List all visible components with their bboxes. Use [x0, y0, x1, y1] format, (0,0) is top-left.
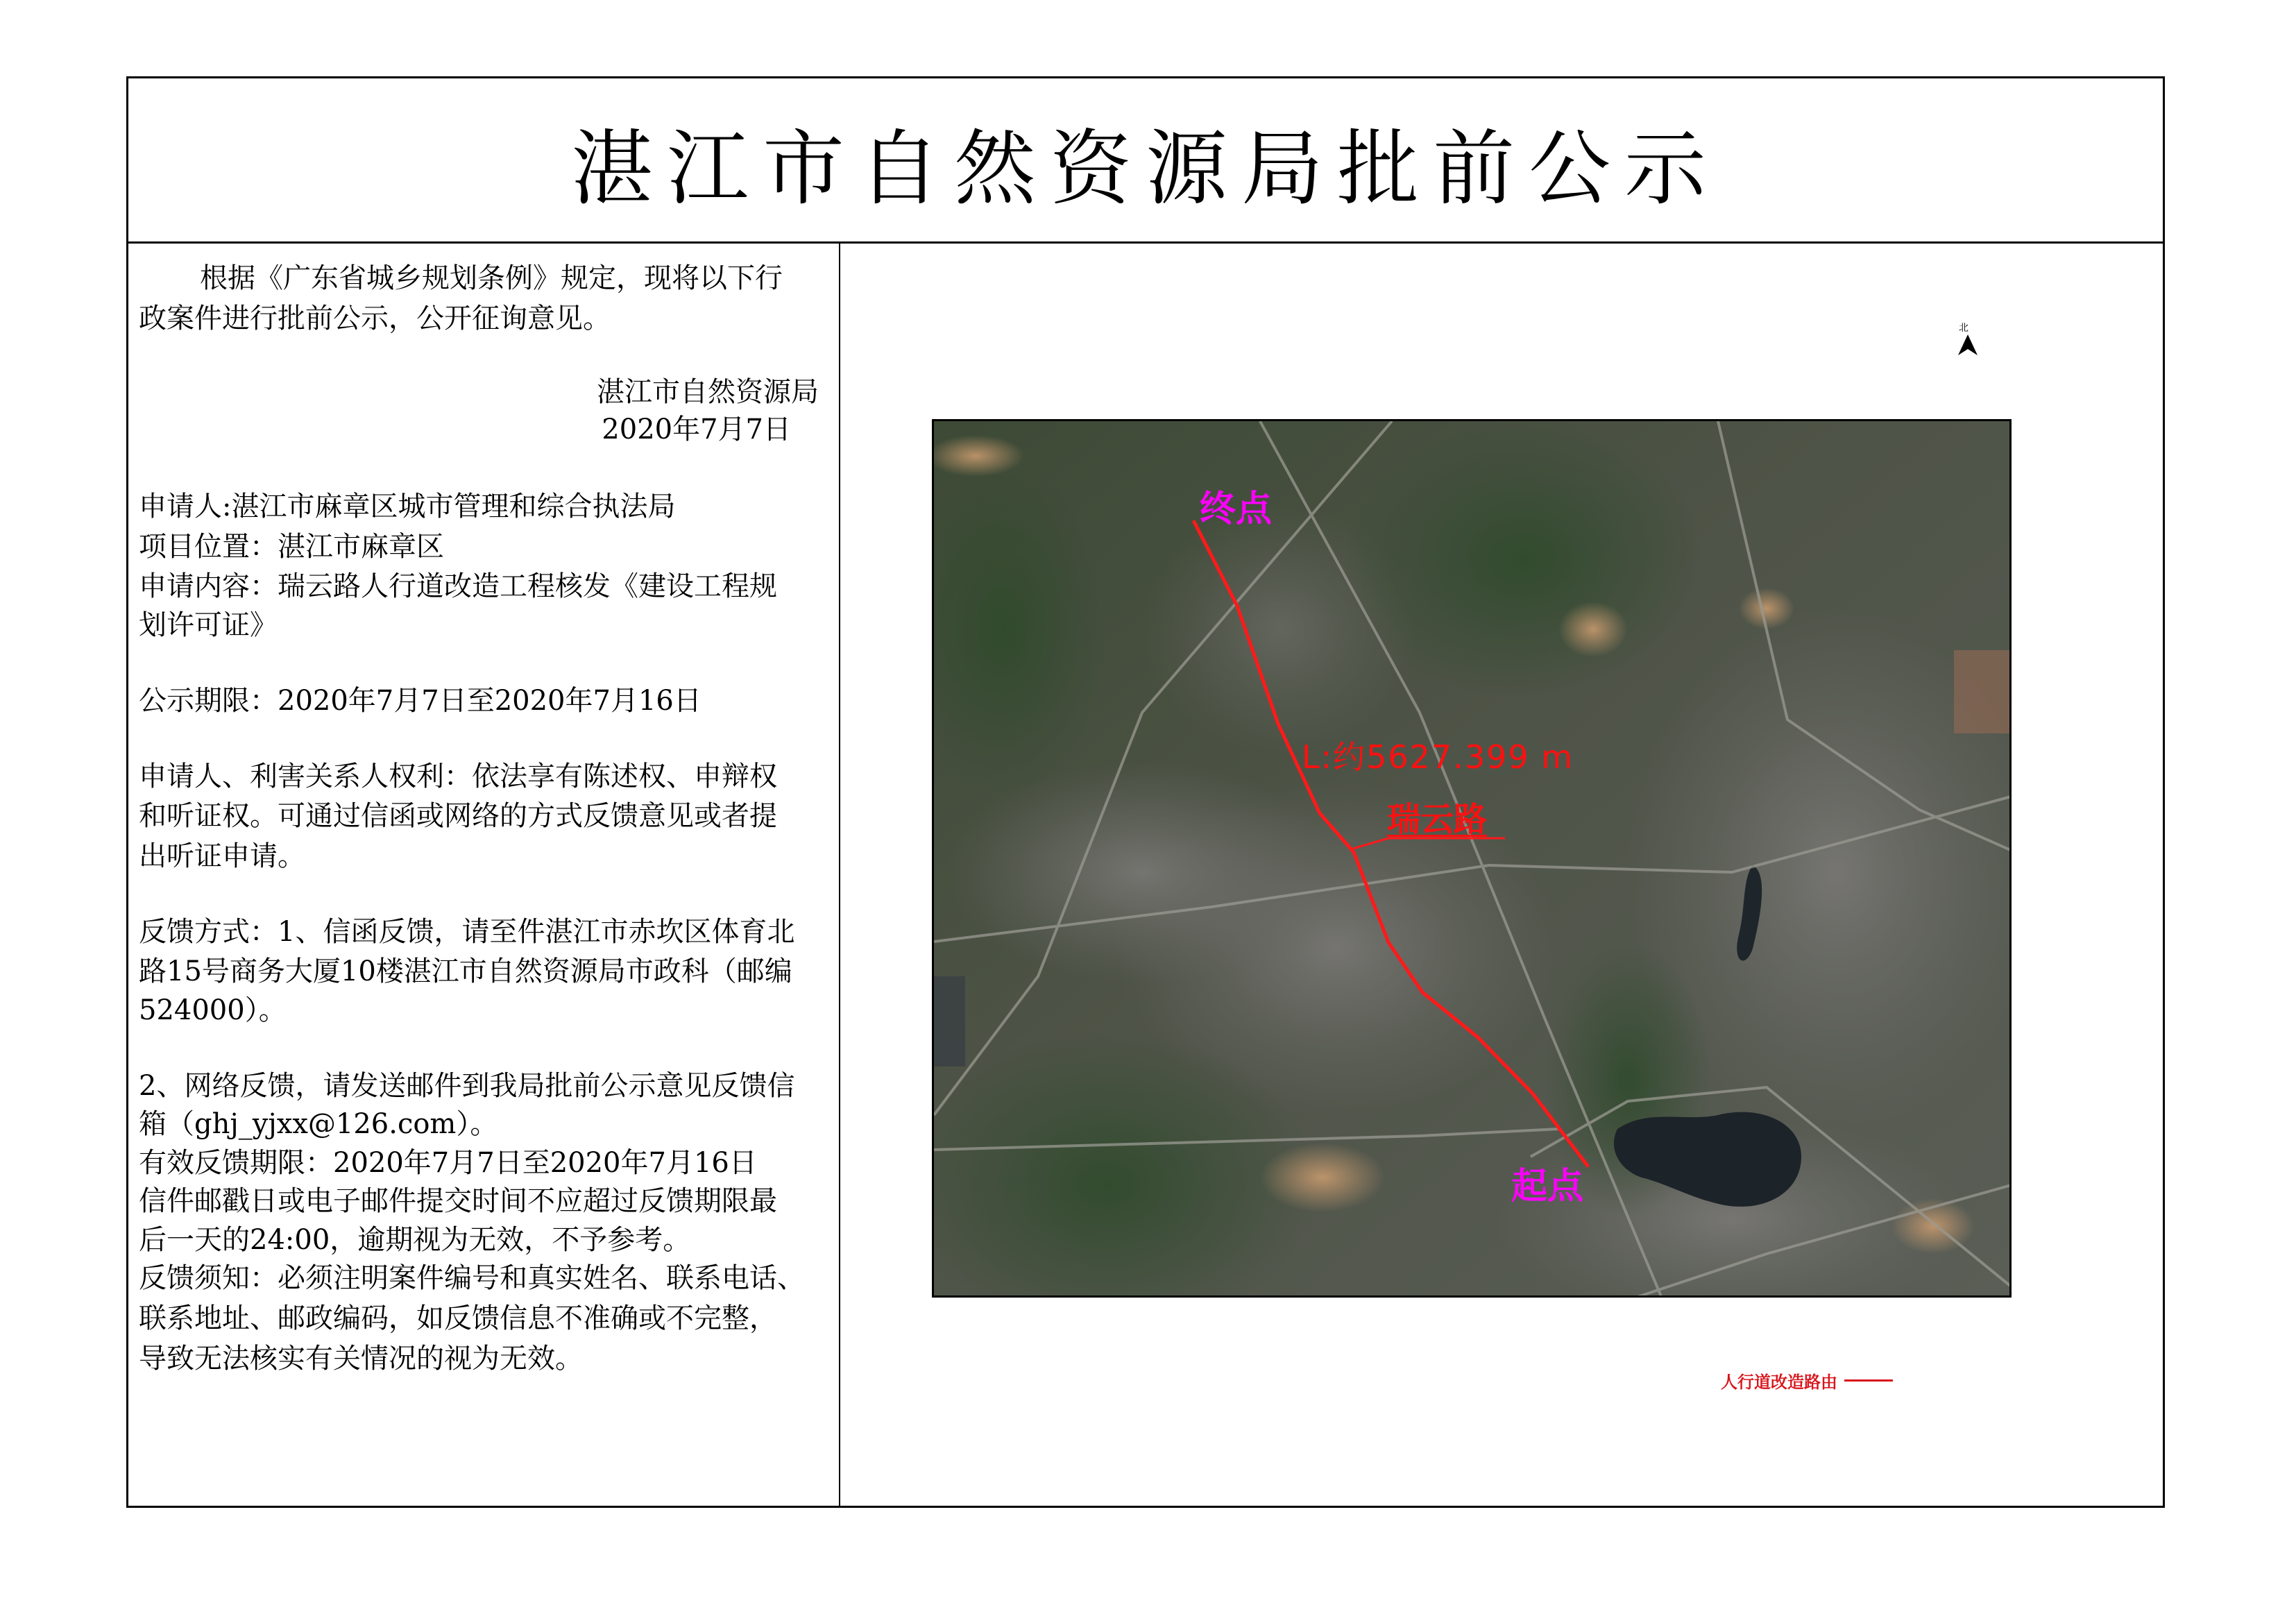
feedback-notes-line-2: 联系地址、邮政编码，如反馈信息不准确或不完整， [139, 1302, 777, 1334]
north-label: 北 [1959, 323, 1968, 334]
application-content-line-1: 申请内容：瑞云路人行道改造工程核发《建设工程规 [139, 570, 777, 602]
rights-line-1: 申请人、利害关系人权利：依法享有陈述权、申辩权 [139, 760, 777, 792]
title-box [128, 78, 2163, 244]
deadline-line-1: 信件邮戳日或电子邮件提交时间不应超过反馈期限最 [139, 1185, 777, 1217]
rights-line-3: 出听证申请。 [139, 840, 305, 872]
column-divider [839, 244, 840, 1506]
feedback-notes-line-1: 反馈须知：必须注明案件编号和真实姓名、联系电话、 [139, 1262, 805, 1294]
legend-label: 人行道改造路由 [1721, 1373, 1837, 1392]
intro-line-1: 根据《广东省城乡规划条例》规定，现将以下行 [200, 262, 783, 294]
issue-date: 2020年7月7日 [602, 414, 791, 445]
feedback-email-line-1: 2、网络反馈，请发送邮件到我局批前公示意见反馈信 [139, 1070, 795, 1102]
start-point-label: 起点 [1511, 1166, 1584, 1207]
map-legend [1721, 1368, 1893, 1393]
deadline-line-2: 后一天的24:00，逾期视为无效，不予参考。 [139, 1224, 691, 1256]
publicity-period: 公示期限：2020年7月7日至2020年7月16日 [139, 685, 701, 717]
satellite-map[interactable] [932, 419, 2012, 1298]
feedback-mail-line-2: 路15号商务大厦10楼湛江市自然资源局市政科（邮编 [139, 955, 792, 987]
applicant: 申请人:湛江市麻章区城市管理和综合执法局 [139, 491, 676, 522]
project-location: 项目位置：湛江市麻章区 [139, 531, 444, 563]
feedback-notes-line-3: 导致无法核实有关情况的视为无效。 [139, 1343, 583, 1375]
rights-line-2: 和听证权。可通过信函或网络的方式反馈意见或者提 [139, 800, 777, 832]
north-arrow-icon [1955, 332, 1980, 373]
application-content-line-2: 划许可证》 [139, 609, 278, 641]
notice-text-column [139, 244, 836, 1506]
intro-line-2: 政案件进行批前公示，公开征询意见。 [139, 303, 611, 334]
route-length-label: L:约5627.399 m [1302, 738, 1574, 776]
road-name-label: 瑞云路 [1387, 800, 1488, 839]
feedback-mail-line-1: 反馈方式：1、信函反馈，请至件湛江市赤坎区体育北 [139, 916, 795, 948]
valid-feedback-period: 有效反馈期限：2020年7月7日至2020年7月16日 [139, 1147, 757, 1179]
feedback-email-line-2: 箱（ghj_yjxx@126.com）。 [139, 1108, 498, 1140]
issuer: 湛江市自然资源局 [597, 376, 819, 408]
end-point-label: 终点 [1200, 488, 1273, 530]
feedback-mail-line-3: 524000）。 [139, 994, 287, 1026]
map-imagery [934, 421, 2012, 1298]
page-title: 湛江市自然资源局批前公示 [570, 120, 1720, 216]
legend-line-symbol [1844, 1379, 1893, 1382]
